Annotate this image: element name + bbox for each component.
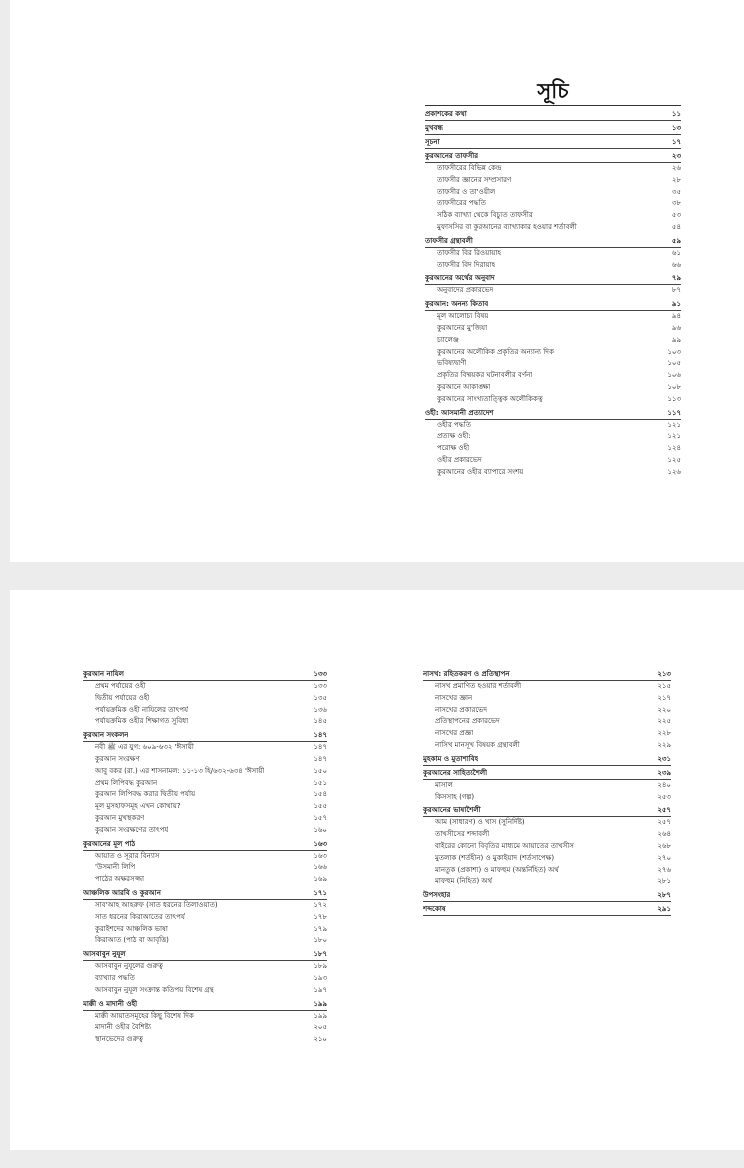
entry-page-number: ১৫০ xyxy=(313,766,327,775)
entry-label: কুরআন মুখস্থকরণ xyxy=(95,813,145,822)
entry-page-number: ১৫৫ xyxy=(313,802,327,811)
entry-label: নাসখ: রহিতকরণ ও প্রতিস্থাপন xyxy=(423,670,510,678)
entry-label: তাফসীর জ্ঞানের সম্প্রসারণ xyxy=(437,175,512,184)
entry-label: কিসসাহ (গল্প) xyxy=(435,792,475,801)
entry-page-number: ২৩৯ xyxy=(657,768,671,777)
toc-subentry xyxy=(423,792,671,804)
toc-section-entry xyxy=(425,236,681,248)
entry-page-number: ২০৫ xyxy=(313,1023,327,1032)
entry-label: পরোক্ষ ওহী xyxy=(437,444,470,453)
entry-label: কুরাইশদের আঞ্চলিক ভাষা xyxy=(95,924,168,933)
entry-label: কুরআনের অর্থের অনুবাদ xyxy=(425,274,495,283)
toc-subentry xyxy=(83,900,327,912)
entry-label: ওহী: আসমানী প্রত্যাদেশ xyxy=(425,408,494,417)
entry-label: উপসংহার xyxy=(423,891,451,900)
entry-page-number: ১৯৯ xyxy=(313,1011,327,1020)
entry-page-number: ২৩ xyxy=(671,152,681,160)
toc-section-entry xyxy=(83,999,327,1011)
entry-page-number: ১৫৭ xyxy=(313,813,327,822)
entry-page-number: ৯৪ xyxy=(671,312,681,321)
entry-label: পর্যায়ক্রমিক ওহী নাযিলের তাৎপর্য xyxy=(95,705,189,714)
toc-section-entry xyxy=(423,805,671,817)
entry-label: তাফসীর বিদ দিরায়াহ xyxy=(437,260,496,269)
entry-label: তাফসীর বির রিওয়ায়াহ xyxy=(437,248,502,257)
entry-page-number: ১০৫ xyxy=(667,359,681,368)
toc-column-2 xyxy=(83,669,327,1046)
entry-label: পর্যায়ক্রমিক ওহীর শিক্ষাগত সুবিধা xyxy=(95,717,189,726)
toc-subentry xyxy=(423,716,671,728)
entry-page-number: ৩৮ xyxy=(671,199,681,208)
toc-subentry xyxy=(423,865,671,877)
entry-label: নাসখের জ্ঞান xyxy=(435,693,473,702)
entry-label: নবী ﷺ এর যুগ: ৬০৯-৬৩২ 'ঈসায়ী xyxy=(95,743,194,752)
entry-page-number: ৯৬ xyxy=(671,323,681,332)
entry-page-number: ১২৪ xyxy=(667,444,681,453)
entry-page-number: ২৯১ xyxy=(657,905,671,914)
entry-label: আম (সাধারণ) ও খাস (সুনির্দিষ্ট) xyxy=(435,818,525,827)
toc-subentry xyxy=(83,705,327,717)
toc-section-entry xyxy=(83,888,327,900)
title-rule xyxy=(425,105,681,106)
toc-subentry xyxy=(425,285,681,297)
entry-page-number: ২২০ xyxy=(657,705,671,714)
toc-subentry xyxy=(83,851,327,863)
toc-subentry xyxy=(83,912,327,924)
entry-label: চ্যালেঞ্জ xyxy=(437,335,459,344)
entry-page-number: ১৯৯ xyxy=(313,999,327,1008)
entry-label: মাফহুম (নিহিত) অর্থ xyxy=(435,877,493,886)
toc-column-3 xyxy=(423,669,671,916)
entry-page-number: ২৮১ xyxy=(657,877,671,886)
toc-subentry xyxy=(425,467,681,479)
toc-page-1 xyxy=(10,0,744,562)
toc-subentry xyxy=(423,780,671,792)
entry-label: প্রথম পর্যায়ের ওহী xyxy=(95,682,146,690)
toc-section-entry xyxy=(423,768,671,780)
toc-subentry xyxy=(425,198,681,210)
entry-page-number: ২২৫ xyxy=(657,717,671,726)
entry-page-number: ২৭০ xyxy=(657,853,671,862)
toc-subentry xyxy=(423,841,671,853)
toc-section-entry xyxy=(425,273,681,285)
entry-label: আবু বকর (রা.) এর শাসনামল: ১১-১৩ হি/৬৩২-৬৩৪ 'ঈসায়ী xyxy=(95,766,265,775)
toc-subentry xyxy=(83,716,327,728)
toc-subentry xyxy=(423,740,671,752)
entry-label: কুরআনের অলৌকিক প্রকৃতির অন্যান্য দিক xyxy=(437,347,554,356)
entry-label: স্থানভেদের গুরুত্ব xyxy=(95,1035,143,1044)
entry-page-number: ১৩৫ xyxy=(313,693,327,702)
toc-subentry xyxy=(423,705,671,717)
entry-label: ওহীর প্রকারভেদ xyxy=(437,455,482,464)
entry-page-number: ২৫৭ xyxy=(657,806,671,815)
toc-subentry xyxy=(425,370,681,382)
toc-subentry xyxy=(83,778,327,790)
toc-section-entry xyxy=(425,137,681,149)
entry-page-number: ১২১ xyxy=(667,420,681,429)
toc-subentry xyxy=(425,394,681,406)
toc-section-entry xyxy=(423,890,671,902)
entry-label: কুরআন সংরক্ষণের তাৎপর্য xyxy=(95,825,169,834)
toc-subentry xyxy=(425,222,681,234)
entry-page-number: ২১৭ xyxy=(657,693,671,702)
toc-subentry xyxy=(425,455,681,467)
toc-subentry xyxy=(83,1034,327,1046)
entry-page-number: ১০৬ xyxy=(667,371,681,380)
entry-page-number: ১২৫ xyxy=(667,455,681,464)
entry-label: কিরাআত (পাঠ বা আবৃত্তি) xyxy=(95,936,169,945)
entry-label: নাসখ প্রমাণিত হওয়ার শর্তাবলী xyxy=(435,682,522,690)
toc-subentry xyxy=(83,825,327,837)
entry-page-number: ২১০ xyxy=(313,1035,327,1044)
entry-label: কুরআনের ভাষাশৈলী xyxy=(423,806,481,815)
toc-subentry xyxy=(425,431,681,443)
entry-label: সাব'আহ আহরুফ (সাত ধরনের তিলাওয়াত) xyxy=(95,900,218,909)
entry-label: আয়াত ও সূরার বিন্যাস xyxy=(95,851,160,860)
entry-label: মুহকাম ও মুতাশাবিহ xyxy=(423,754,479,763)
toc-subentry xyxy=(425,260,681,272)
toc-subentry xyxy=(423,817,671,829)
entry-page-number: ২১৩ xyxy=(657,670,671,678)
entry-page-number: ১৮০ xyxy=(313,936,327,945)
entry-page-number: ১০৮ xyxy=(667,382,681,391)
entry-page-number: ৫৩ xyxy=(671,211,681,220)
entry-label: কুরআন সংরক্ষণ xyxy=(95,754,140,763)
entry-label: কুরআনের ওহীর ব্যাপারে সংশয় xyxy=(437,467,524,476)
entry-label: সঠিক ব্যাখ্যা থেকে বিচ্যুত তাফসীর xyxy=(437,211,533,220)
toc-section-entry xyxy=(83,730,327,742)
toc-page-2 xyxy=(10,590,744,1150)
entry-label: মূল মুসহাফসমূহ এখন কোথায়? xyxy=(95,802,181,811)
toc-subentry xyxy=(83,681,327,693)
entry-label: মুফাসসির বা কুরআনের ব্যাখ্যাকার হওয়ার শর্তাবলী xyxy=(437,222,577,231)
toc-subentry xyxy=(425,210,681,222)
entry-label: ভবিষ্যদ্বাণী xyxy=(437,359,467,368)
entry-label: কুরআনে আকাঙ্ক্ষা xyxy=(437,382,491,391)
entry-page-number: ১২৬ xyxy=(667,467,681,476)
toc-title: সূচি xyxy=(537,78,569,103)
toc-subentry xyxy=(423,853,671,865)
entry-page-number: ১৫১ xyxy=(313,778,327,787)
toc-subentry xyxy=(83,961,327,973)
toc-subentry xyxy=(425,311,681,323)
entry-page-number: ১২১ xyxy=(667,432,681,441)
entry-page-number: ২৭৬ xyxy=(657,865,671,874)
entry-page-number: ২৬ xyxy=(671,164,681,172)
entry-page-number: ১৮৭ xyxy=(313,950,327,959)
entry-page-number: ২১৫ xyxy=(657,682,671,690)
toc-column-1 xyxy=(425,80,681,479)
entry-page-number: ১৪৭ xyxy=(313,754,327,763)
toc-subentry xyxy=(83,766,327,778)
toc-subentry xyxy=(425,323,681,335)
entry-page-number: ১১৭ xyxy=(667,408,681,417)
entry-page-number: ১১৩ xyxy=(667,394,681,403)
entry-label: আঞ্চলিক আরবি ও কুরআন xyxy=(83,888,161,897)
entry-label: তাখসীসের শব্দাবলী xyxy=(435,830,490,839)
entry-label: মুতলাক (শর্তহীন) ও মুকাইয়াদ (শর্তসাপেক্ষ) xyxy=(435,853,555,862)
toc-subentry xyxy=(83,862,327,874)
toc-subentry xyxy=(83,813,327,825)
entry-page-number: ১৯৭ xyxy=(313,985,327,994)
entry-page-number: ৮৭ xyxy=(671,286,681,295)
entry-page-number: ১৬৩ xyxy=(313,839,327,848)
entry-label: প্রকাশকের কথা xyxy=(425,110,467,118)
entry-page-number: ১৫৪ xyxy=(313,790,327,799)
entry-label: কুরআনের মু'জিযা xyxy=(437,323,488,332)
entry-page-number: ১৬৯ xyxy=(313,875,327,884)
entry-page-number: ২৪০ xyxy=(657,780,671,789)
entry-label: তাফসীরের বিভিন্ন কেন্দ্র xyxy=(437,164,502,172)
toc-subentry xyxy=(425,420,681,432)
entry-page-number: ২৩১ xyxy=(657,754,671,763)
entry-label: নাসখের প্রকারভেদ xyxy=(435,705,488,714)
entry-page-number: ২২৯ xyxy=(657,740,671,749)
toc-subentry xyxy=(425,163,681,175)
toc-subentry xyxy=(83,1011,327,1023)
entry-label: ওহীর পদ্ধতি xyxy=(437,420,472,429)
toc-section-entry xyxy=(425,109,681,121)
entry-label: প্রকৃতির বিষ্ময়কর ঘটনাবলীর বর্ণনা xyxy=(437,371,533,380)
toc-subentry xyxy=(423,829,671,841)
entry-page-number: ২৮৭ xyxy=(657,891,671,900)
toc-subentry xyxy=(425,347,681,359)
toc-section-entry xyxy=(423,669,671,681)
entry-label: নাসখের প্রজ্ঞা xyxy=(435,729,474,738)
toc-subentry xyxy=(425,443,681,455)
entry-label: তাফসীরের পদ্ধতি xyxy=(437,199,486,208)
toc-subentry xyxy=(83,693,327,705)
entry-page-number: ১৬০ xyxy=(313,825,327,834)
toc-subentry xyxy=(83,973,327,985)
toc-subentry xyxy=(423,693,671,705)
entry-page-number: ৯১ xyxy=(671,300,681,309)
entry-page-number: ৭৯ xyxy=(671,274,681,283)
entry-label: কুরআনের মূল পাঠ xyxy=(83,839,136,848)
entry-page-number: ১৬৬ xyxy=(313,863,327,872)
entry-label: মাদানী ওহীর বৈশিষ্ট্য xyxy=(95,1023,152,1032)
entry-label: মাক্কী ও মাদানী ওহী xyxy=(83,999,138,1008)
toc-subentry xyxy=(423,681,671,693)
toc-subentry xyxy=(83,985,327,997)
entry-label: পাঠের অক্ষরসজ্জা xyxy=(95,875,144,884)
entry-label: প্রত্যক্ষ ওহী: xyxy=(437,432,471,441)
entry-label: সাত ধরনের কিরাআতের তাৎপর্য xyxy=(95,912,185,921)
entry-label: আসবাবুন নুযূল xyxy=(83,950,126,959)
toc-subentry xyxy=(425,335,681,347)
entry-page-number: ১৩৬ xyxy=(313,705,327,714)
entry-label: আসবাবুন নুযূল সংক্রান্ত কতিপয় বিশেষ গ্রন্থ xyxy=(95,985,214,994)
entry-label: প্রথম লিপিবদ্ধ কুরআন xyxy=(95,778,158,787)
entry-page-number: ১৭৯ xyxy=(313,924,327,933)
entry-page-number: ১৭১ xyxy=(313,888,327,897)
entry-label: মানতুক (প্রকাশ্য) ও মাফহুম (অন্তর্নিহিত) অর্থ xyxy=(435,865,559,874)
entry-label: দ্বিতীয় পর্যায়ের ওহী xyxy=(95,693,150,702)
entry-page-number: ১৩৩ xyxy=(313,670,327,678)
entry-label: কুরআন সংকলন xyxy=(83,731,129,740)
entry-page-number: ১৪৭ xyxy=(313,731,327,740)
entry-page-number: ২৮ xyxy=(671,175,681,184)
entry-page-number: ২৫৩ xyxy=(657,792,671,801)
entry-page-number: ২২৮ xyxy=(657,729,671,738)
toc-subentry xyxy=(83,924,327,936)
entry-page-number: ১৪৭ xyxy=(313,743,327,752)
toc-subentry xyxy=(425,175,681,187)
toc-subentry xyxy=(423,876,671,888)
entry-label: কুরআন নাযিল xyxy=(83,670,124,678)
toc-section-entry xyxy=(83,839,327,851)
entry-page-number: ২৬৮ xyxy=(657,841,671,850)
toc-section-entry xyxy=(423,754,671,766)
entry-page-number: ৬৬ xyxy=(671,260,681,269)
entry-label: অনুবাদের প্রকারভেদ xyxy=(437,286,494,295)
entry-label: মুখবন্ধ xyxy=(425,124,443,132)
toc-section-entry xyxy=(423,904,671,916)
toc-subentry xyxy=(425,248,681,260)
toc-section-entry xyxy=(425,151,681,163)
entry-label: ব্যাখ্যার পদ্ধতি xyxy=(95,973,135,982)
toc-subentry xyxy=(83,754,327,766)
entry-label: প্রতিস্থাপনের প্রকারভেদ xyxy=(435,717,500,726)
entry-label: কুরআনের তাফসীর xyxy=(425,152,479,160)
toc-section-entry xyxy=(425,299,681,311)
entry-page-number: ১৩ xyxy=(671,124,681,132)
entry-label: শব্দকোষ xyxy=(423,905,446,914)
entry-page-number: ৯৯ xyxy=(671,335,681,344)
entry-page-number: ১৩৩ xyxy=(313,682,327,690)
toc-subentry xyxy=(83,742,327,754)
entry-label: মাক্কী আয়াতসমূহের কিছু বিশেষ দিক xyxy=(95,1011,194,1020)
entry-page-number: ২৫৭ xyxy=(657,818,671,827)
entry-label: কুরআন: অনন্য কিতাব xyxy=(425,300,489,309)
toc-section-entry xyxy=(83,949,327,961)
toc-section-entry xyxy=(425,123,681,135)
toc-section-entry xyxy=(83,669,327,681)
entry-label: সূচনা xyxy=(425,138,440,146)
entry-label: নাসিখ মানসূখ বিষয়ক গ্রন্থাবলী xyxy=(435,740,520,749)
entry-label: কুরআন লিপিবদ্ধ করার দ্বিতীয় পর্যায় xyxy=(95,790,196,799)
entry-label: তাফসীর গ্রন্থাবলী xyxy=(425,236,473,245)
entry-label: মাসাল xyxy=(435,780,453,789)
entry-page-number: ৫৪ xyxy=(671,222,681,231)
entry-page-number: ৫৯ xyxy=(671,236,681,245)
entry-page-number: ২৬৪ xyxy=(657,830,671,839)
toc-subentry xyxy=(425,358,681,370)
entry-label: কুরআনের সাংখ্যতাত্ত্বিক অলৌকিকত্ব xyxy=(437,394,543,403)
toc-section-entry xyxy=(425,408,681,420)
toc-subentry xyxy=(83,801,327,813)
toc-subentry xyxy=(425,187,681,199)
entry-page-number: ১৪৫ xyxy=(313,717,327,726)
entry-page-number: ৩৫ xyxy=(671,187,681,196)
entry-page-number: ১৭৮ xyxy=(313,912,327,921)
toc-subentry xyxy=(83,874,327,886)
entry-label: আসবাবুন নুযূলের গুরুত্ব xyxy=(95,962,163,971)
toc-subentry xyxy=(423,728,671,740)
entry-page-number: ১১ xyxy=(671,110,681,118)
entry-page-number: ১৭ xyxy=(671,138,681,146)
entry-page-number: ১৮৯ xyxy=(313,962,327,971)
entry-page-number: ১৭২ xyxy=(313,900,327,909)
entry-label: 'উসমানী লিপি xyxy=(95,863,136,872)
entry-label: কুরআনের সাহিত্যশৈলী xyxy=(423,768,488,777)
entry-label: বাইরের কোনো বিবৃতির মাধ্যমে আয়াতের তাখসীস xyxy=(435,841,574,850)
entry-page-number: ৬১ xyxy=(671,248,681,257)
toc-subentry xyxy=(83,935,327,947)
entry-page-number: ১০৩ xyxy=(667,347,681,356)
toc-subentry xyxy=(83,1022,327,1034)
entry-label: তাফসীর ও তা'ওয়ীল xyxy=(437,187,496,196)
entry-page-number: ১৬৩ xyxy=(313,851,327,860)
toc-subentry xyxy=(83,789,327,801)
entry-page-number: ১৯৩ xyxy=(313,973,327,982)
toc-subentry xyxy=(425,382,681,394)
entry-label: মূল আলোচ্য বিষয় xyxy=(437,312,489,321)
